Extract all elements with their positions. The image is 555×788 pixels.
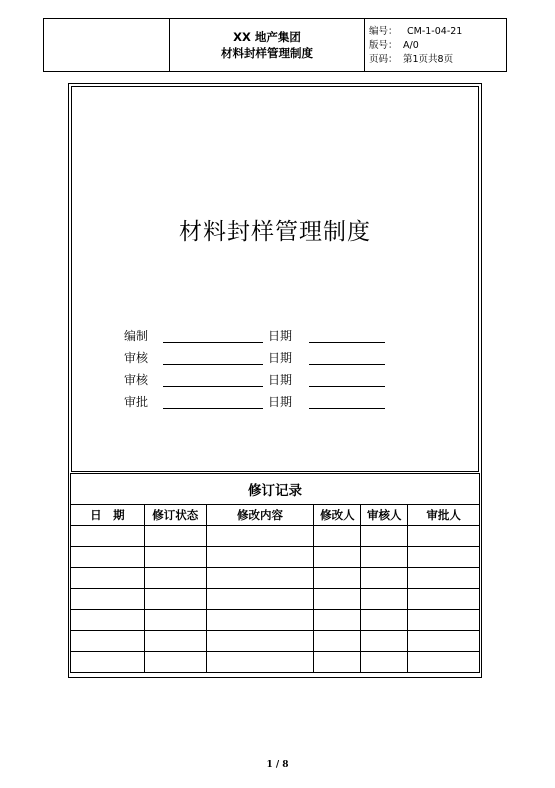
table-cell[interactable]: [144, 547, 206, 568]
meta-row-code: [369, 25, 506, 39]
date-label: 日期: [268, 395, 293, 409]
col-header-approver: 审批人: [408, 505, 480, 526]
table-cell[interactable]: [314, 547, 361, 568]
table-cell[interactable]: [361, 568, 408, 589]
date-line[interactable]: [309, 386, 385, 387]
table-cell[interactable]: [206, 610, 314, 631]
table-cell[interactable]: [144, 610, 206, 631]
col-header-status: 修订状态: [144, 505, 206, 526]
table-cell[interactable]: [71, 526, 145, 547]
signature-line[interactable]: [163, 364, 263, 365]
table-row: [71, 526, 480, 547]
header-meta: [365, 19, 506, 71]
signature-row-review: [124, 349, 394, 367]
signature-row-review-2: [124, 371, 394, 389]
table-cell[interactable]: [314, 568, 361, 589]
signature-line[interactable]: [163, 408, 263, 409]
date-line[interactable]: [309, 408, 385, 409]
company-name: XX 地产集团: [233, 30, 301, 44]
meta-value: 第1页共8页: [403, 54, 454, 65]
meta-row-version: [369, 39, 506, 53]
header-doc-name: 材料封样管理制度: [221, 46, 313, 60]
table-cell[interactable]: [206, 652, 314, 673]
table-cell[interactable]: [408, 631, 480, 652]
table-cell[interactable]: [408, 547, 480, 568]
meta-label: 版号：: [369, 40, 398, 51]
table-row: [71, 610, 480, 631]
date-label: 日期: [268, 329, 293, 343]
table-row: [71, 547, 480, 568]
table-cell[interactable]: [361, 526, 408, 547]
meta-label: 编号：: [369, 26, 398, 37]
meta-value: CM-1-04-21: [407, 26, 463, 37]
table-cell[interactable]: [71, 631, 145, 652]
col-header-modifier: 修改人: [314, 505, 361, 526]
table-cell[interactable]: [144, 526, 206, 547]
revision-table: [70, 473, 480, 673]
revision-title: 修订记录: [71, 474, 480, 505]
table-cell[interactable]: [408, 610, 480, 631]
signature-role: 审批: [124, 395, 149, 409]
table-cell[interactable]: [144, 589, 206, 610]
table-cell[interactable]: [71, 547, 145, 568]
table-cell[interactable]: [361, 631, 408, 652]
signature-role: 审核: [124, 373, 149, 387]
page-number: 1 / 8: [266, 760, 289, 770]
table-cell[interactable]: [314, 631, 361, 652]
table-row: [71, 652, 480, 673]
col-header-reviewer: 审核人: [361, 505, 408, 526]
col-header-content: 修改内容: [206, 505, 314, 526]
signature-line[interactable]: [163, 342, 263, 343]
table-cell[interactable]: [408, 526, 480, 547]
table-cell[interactable]: [361, 610, 408, 631]
document-title: 材料封样管理制度: [179, 219, 371, 245]
table-cell[interactable]: [71, 568, 145, 589]
date-label: 日期: [268, 373, 293, 387]
table-cell[interactable]: [206, 589, 314, 610]
document-header: [43, 18, 507, 72]
table-cell[interactable]: [71, 589, 145, 610]
table-cell[interactable]: [361, 589, 408, 610]
meta-label: 页码：: [369, 54, 398, 65]
table-cell[interactable]: [206, 568, 314, 589]
table-cell[interactable]: [314, 589, 361, 610]
cover-box: [71, 86, 479, 472]
table-cell[interactable]: [408, 652, 480, 673]
table-cell[interactable]: [71, 610, 145, 631]
table-row: [71, 568, 480, 589]
signature-role: 编制: [124, 329, 149, 343]
revision-header-row: [71, 505, 480, 526]
table-cell[interactable]: [361, 652, 408, 673]
table-cell[interactable]: [206, 631, 314, 652]
table-cell[interactable]: [144, 652, 206, 673]
table-row: [71, 589, 480, 610]
table-cell[interactable]: [206, 547, 314, 568]
revision-title-row: [71, 474, 480, 505]
date-label: 日期: [268, 351, 293, 365]
table-cell[interactable]: [144, 631, 206, 652]
signature-line[interactable]: [163, 386, 263, 387]
table-cell[interactable]: [144, 568, 206, 589]
table-cell[interactable]: [71, 652, 145, 673]
table-cell[interactable]: [314, 526, 361, 547]
date-line[interactable]: [309, 342, 385, 343]
col-header-date: 日 期: [71, 505, 145, 526]
table-cell[interactable]: [206, 526, 314, 547]
table-cell[interactable]: [408, 568, 480, 589]
table-row: [71, 631, 480, 652]
table-cell[interactable]: [314, 610, 361, 631]
date-line[interactable]: [309, 364, 385, 365]
revision-body: [71, 526, 480, 673]
signature-row-approve: [124, 393, 394, 411]
logo-area: [44, 19, 170, 71]
table-cell[interactable]: [361, 547, 408, 568]
table-cell[interactable]: [408, 589, 480, 610]
signature-row-prepare: [124, 327, 394, 345]
header-title: [170, 19, 365, 71]
meta-value: A/0: [403, 40, 419, 51]
meta-row-page: [369, 53, 506, 67]
signature-role: 审核: [124, 351, 149, 365]
table-cell[interactable]: [314, 652, 361, 673]
